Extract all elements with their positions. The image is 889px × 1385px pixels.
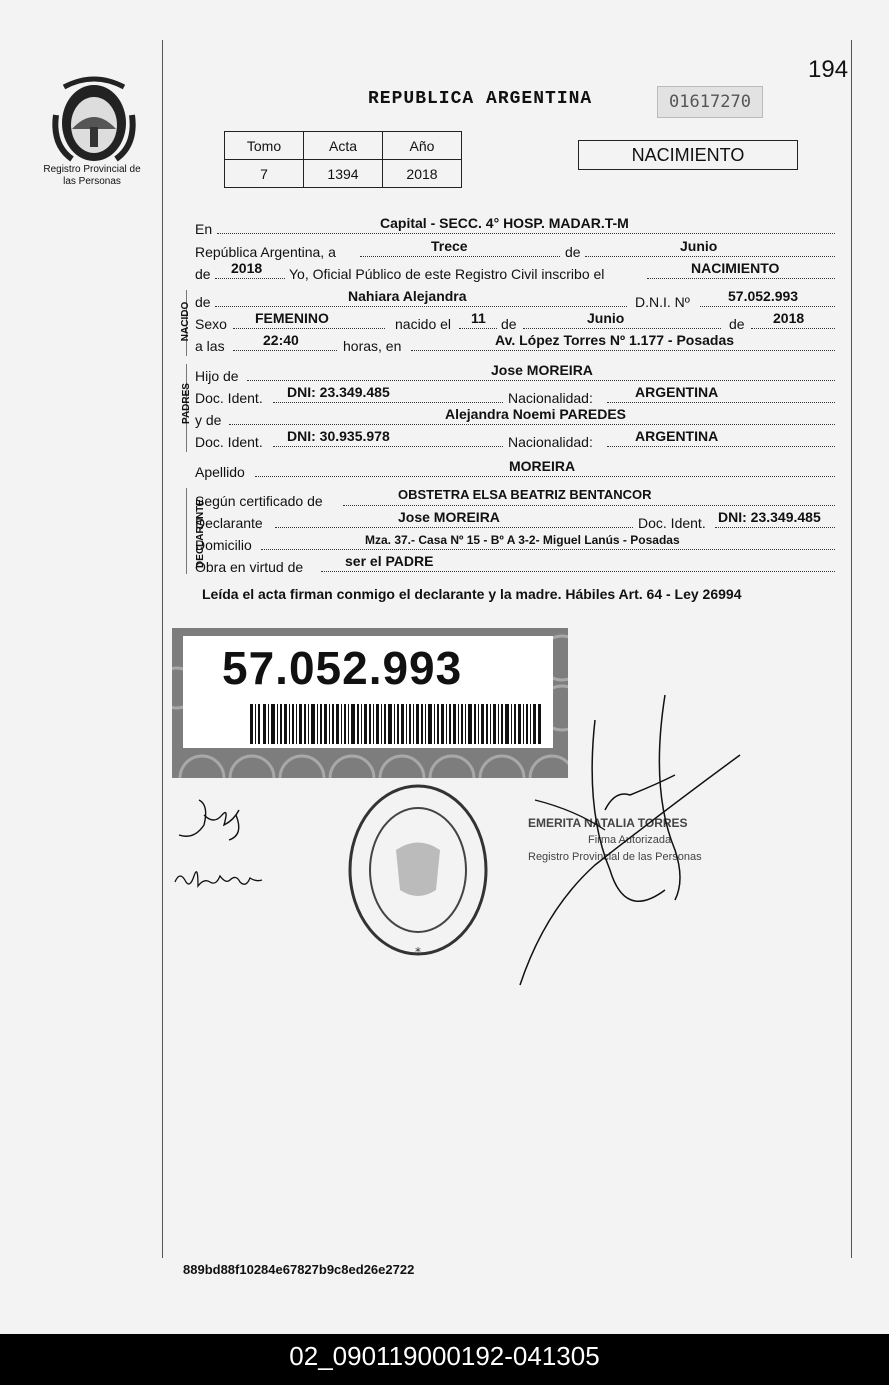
dotted-line (607, 446, 835, 447)
row-padre (195, 362, 835, 386)
right-margin-line (851, 40, 852, 1258)
label-obra: Obra en virtud de (195, 559, 304, 575)
field-dni: 57.052.993 (728, 288, 799, 304)
field-apellido: MOREIRA (509, 458, 576, 474)
serial-number: 01617270 (657, 86, 763, 118)
dotted-line (261, 549, 835, 550)
dotted-line (215, 306, 627, 307)
label-doc-ident: Doc. Ident. (195, 390, 263, 406)
dotted-line (411, 350, 835, 351)
register-header-anio: Año (383, 132, 462, 160)
label-sexo: Sexo (195, 316, 227, 332)
dotted-line (360, 256, 560, 257)
dotted-line (275, 527, 633, 528)
dotted-line (229, 424, 835, 425)
dotted-line (215, 278, 285, 279)
row-padre-doc (195, 384, 835, 408)
province-coat-of-arms-icon (50, 75, 138, 167)
field-madre-nac: ARGENTINA (635, 428, 719, 444)
register-value-tomo: 7 (225, 160, 304, 188)
row-declarante (195, 509, 835, 533)
label-de: de (565, 244, 581, 260)
side-label-padres-text: PADRES (180, 383, 192, 424)
row-nombre (195, 288, 835, 312)
row-madre-doc (195, 428, 835, 452)
document-hash: 889bd88f10284e67827b9c8ed26e2722 (183, 1262, 415, 1277)
dotted-line (751, 328, 835, 329)
field-lugar-nac: Av. López Torres Nº 1.177 - Posadas (495, 332, 735, 348)
left-margin-line (162, 40, 163, 1258)
register-header-acta: Acta (304, 132, 383, 160)
field-lugar: Capital - SECC. 4° HOSP. MADAR.T-M (380, 215, 629, 231)
field-padre-nac: ARGENTINA (635, 384, 719, 400)
label-doc-ident: Doc. Ident. (195, 434, 263, 450)
row-apellido (195, 458, 835, 482)
label-de: de (729, 316, 745, 332)
officer-title: Firma Autorizada (588, 834, 672, 846)
dotted-line (273, 402, 503, 403)
delegation-round-seal (344, 780, 492, 960)
dotted-line (343, 505, 835, 506)
label-de: de (195, 266, 211, 282)
dotted-line (459, 328, 497, 329)
field-mes-nac: Junio (587, 310, 625, 326)
field-nombre: Nahiara Alejandra (348, 288, 467, 304)
signature-mother (170, 862, 270, 894)
footer-id: 02_090119000192-041305 (289, 1341, 600, 1371)
row-madre (195, 406, 835, 430)
dotted-line (715, 527, 835, 528)
row-hora (195, 332, 835, 356)
register-table (224, 131, 462, 188)
dotted-line (523, 328, 721, 329)
officer-name: EMERITA NATALIA TORRES (528, 816, 688, 830)
row-sexo (195, 310, 835, 334)
field-tipo: NACIMIENTO (691, 260, 780, 276)
barcode (250, 704, 542, 744)
row-republica (195, 238, 835, 262)
page-number: 194 (808, 56, 849, 83)
label-de: de (195, 294, 211, 310)
dotted-line (233, 328, 385, 329)
label-domicilio: Domicilio (195, 537, 252, 553)
svg-text:*: * (415, 945, 421, 959)
row-domicilio (195, 535, 835, 555)
officer-org: Registro Provincial de las Personas (528, 851, 702, 863)
dni-number-label: 57.052.993 (222, 642, 463, 694)
field-domicilio: Mza. 37.- Casa Nº 15 - Bº A 3-2- Miguel Lanús - Posadas (365, 533, 680, 547)
field-sexo: FEMENINO (255, 310, 329, 326)
side-label-nacido-text: NACIDO (180, 301, 192, 342)
side-label-declarante-text: DECLARANTE (194, 499, 206, 568)
row-obra (195, 553, 835, 577)
dotted-line (255, 476, 835, 477)
dotted-line (647, 278, 835, 279)
label-y-de: y de (195, 412, 222, 428)
register-value-acta: 1394 (304, 160, 383, 188)
document-title: REPUBLICA ARGENTINA (368, 89, 593, 109)
field-declarante: Jose MOREIRA (398, 509, 500, 525)
field-madre: Alejandra Noemi PAREDES (445, 406, 627, 422)
register-value-anio: 2018 (383, 160, 462, 188)
field-dia-nac: 11 (471, 310, 486, 326)
registry-label: Registro Provincial de las Personas (43, 164, 141, 187)
field-anio-inscripcion: 2018 (231, 260, 263, 276)
dotted-line (233, 350, 337, 351)
label-doc-ident: Doc. Ident. (638, 515, 706, 531)
dotted-line (700, 306, 835, 307)
label-declarante: Declarante (195, 515, 263, 531)
label-dni: D.N.I. Nº (635, 294, 690, 310)
row-certificado (195, 487, 835, 511)
register-header-tomo: Tomo (225, 132, 304, 160)
document-type-box: NACIMIENTO (578, 140, 798, 170)
field-declarante-doc: DNI: 23.349.485 (718, 509, 821, 525)
label-en: En (195, 221, 213, 237)
row-yo (195, 260, 835, 284)
footer-id-bar (0, 1334, 889, 1385)
row-en (195, 215, 835, 239)
field-padre-doc: DNI: 23.349.485 (287, 384, 390, 400)
field-dia-inscripcion: Trece (431, 238, 468, 254)
dotted-line (585, 256, 835, 257)
dotted-line (217, 233, 835, 234)
field-madre-doc: DNI: 30.935.978 (287, 428, 390, 444)
field-hora: 22:40 (263, 332, 299, 348)
label-nacionalidad: Nacionalidad: (508, 434, 593, 450)
label-de: de (501, 316, 517, 332)
field-certificado: OBSTETRA ELSA BEATRIZ BENTANCOR (398, 487, 652, 502)
dotted-line (607, 402, 835, 403)
field-mes-inscripcion: Junio (680, 238, 718, 254)
label-republica: República Argentina, a (195, 244, 336, 260)
field-padre: Jose MOREIRA (491, 362, 593, 378)
closing-statement: Leída el acta firman conmigo el declarante y la madre. Hábiles Art. 64 - Ley 26994 (202, 586, 742, 602)
label-apellido: Apellido (195, 464, 245, 480)
signature-father (174, 795, 254, 845)
field-obra: ser el PADRE (345, 553, 434, 569)
label-a-las: a las (195, 338, 225, 354)
label-horas-en: horas, en (343, 338, 402, 354)
dotted-line (273, 446, 503, 447)
label-yo: Yo, Oficial Público de este Registro Civil inscribo el (289, 266, 605, 282)
label-nacido-el: nacido el (395, 316, 452, 332)
official-signature (515, 690, 745, 990)
label-segun: Según certificado de (195, 493, 323, 509)
section-divider (186, 488, 187, 574)
field-anio-nac: 2018 (773, 310, 805, 326)
dotted-line (321, 571, 835, 572)
label-hijo-de: Hijo de (195, 368, 239, 384)
label-nacionalidad: Nacionalidad: (508, 390, 593, 406)
dotted-line (247, 380, 835, 381)
